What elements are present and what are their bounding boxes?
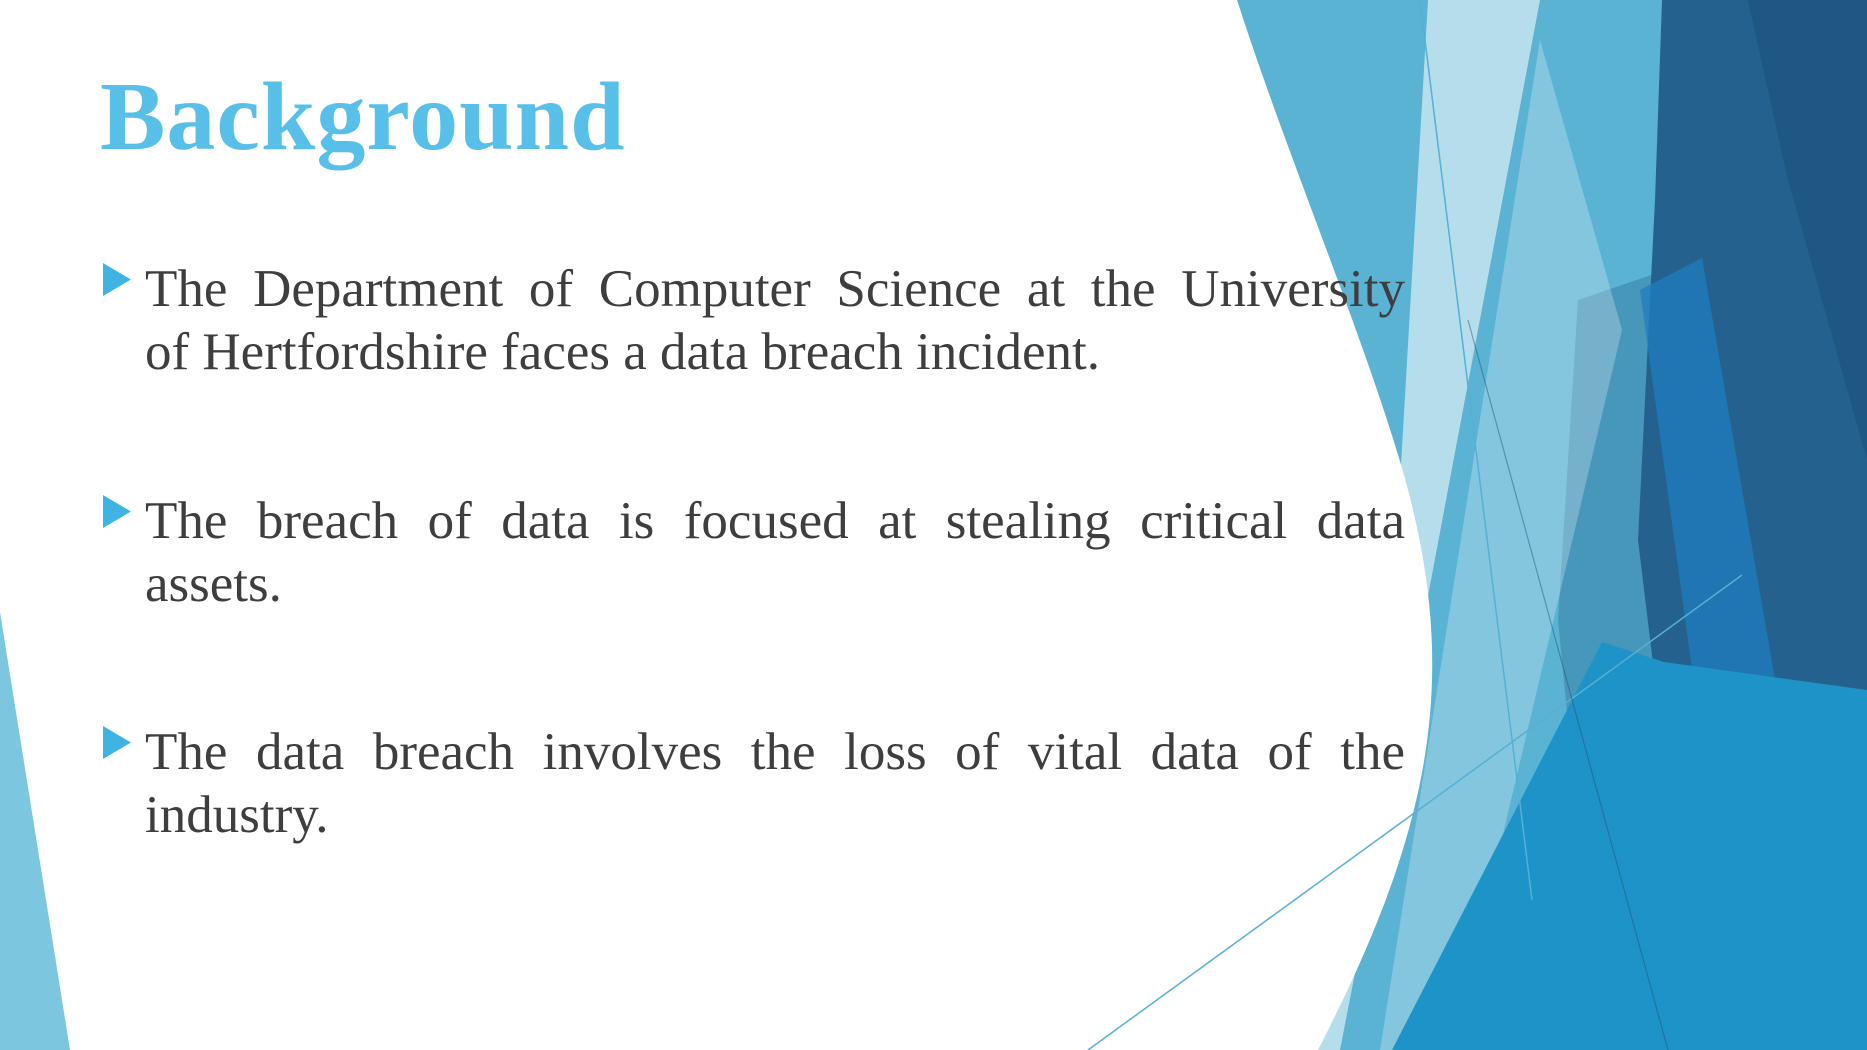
bullet-line: The Department of Computer Science at the University (145, 260, 1405, 318)
bullet-triangle-icon (103, 495, 131, 528)
bullet-line: The data breach involves the loss of vital data of the (145, 723, 1405, 781)
bullet-text (145, 258, 1405, 384)
corner-wedge-shape (0, 612, 70, 1050)
bullet-item-1 (103, 258, 1413, 384)
bullet-line: The breach of data is focused at stealing critical data (145, 492, 1405, 550)
bullet-line: industry. (145, 786, 329, 844)
bullet-text (145, 490, 1405, 616)
slide-title: Background (100, 63, 626, 171)
bullet-text (145, 721, 1405, 847)
bullet-line: of Hertfordshire faces a data breach incident. (145, 323, 1100, 381)
bullet-item-3 (103, 721, 1413, 847)
bullet-line: assets. (145, 555, 282, 613)
bullet-triangle-icon (103, 726, 131, 759)
bullet-triangle-icon (103, 263, 131, 296)
bullet-item-2 (103, 490, 1413, 616)
